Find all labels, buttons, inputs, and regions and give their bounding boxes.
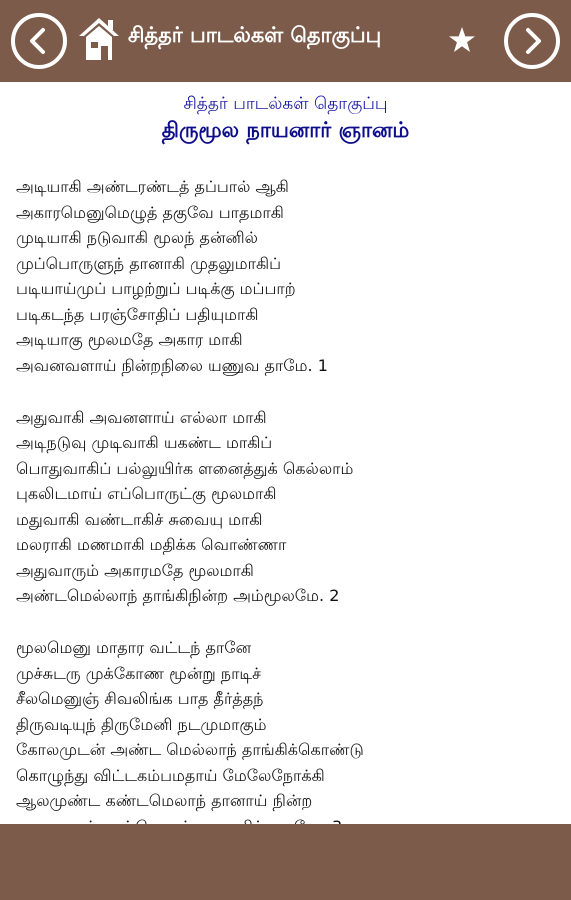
verse-line: சீலமெனுஞ் சிவலிங்க பாத தீர்த்தந் (16, 689, 264, 708)
verse-list (16, 174, 556, 866)
verse-line: அண்டமெல்லாந் தாங்கிநின்ற அம்மூலமே. 2 (16, 586, 340, 605)
chevron-right-icon (517, 26, 547, 56)
verse-line: அடியாகி அண்டரண்டத் தப்பால் ஆகி (16, 177, 289, 196)
verse-line: கொழுந்து விட்டகம்பமதாய் மேலேநோக்கி (16, 765, 325, 785)
verse-line: அதுவாரும் அகாரமதே மூலமாகி (16, 560, 254, 580)
verse-line: கோலமுடன் அண்ட மெல்லாந் தாங்கிக்கொண்டு (16, 740, 364, 759)
verse-line: அகாரமெனுமெழுத் தகுவே பாதமாகி (16, 202, 284, 222)
back-button[interactable] (11, 13, 67, 69)
verse-3 (16, 635, 556, 839)
poem-heading: திருமூல நாயனார் ஞானம் (161, 118, 410, 142)
verse-line: படிகடந்த பரஞ்சோதிப் பதியுமாகி (16, 304, 259, 324)
verse-line: அடியாகு மூலமதே அகார மாகி (16, 330, 243, 349)
verse-line: புகலிடமாய் எப்பொருட்கு மூலமாகி (16, 484, 277, 503)
content-area[interactable] (0, 82, 571, 824)
verse-line: ஆலமுண்ட கண்டமெலாந் தானாய் நின்ற (16, 791, 313, 810)
bottom-bar (0, 824, 571, 900)
forward-button[interactable] (504, 13, 560, 69)
verse-line: அதுவாகி அவனளாய் எல்லா மாகி (16, 407, 267, 427)
verse-line: பொதுவாகிப் பல்லுயிர்க ளனைத்துக் கெல்லாம் (16, 458, 354, 478)
star-icon[interactable] (448, 26, 476, 54)
verse-line: முப்பொருளுந் தானாகி முதலுமாகிப் (16, 253, 281, 273)
verse-line: மலராகி மணமாகி மதிக்க வொண்ணா (16, 535, 287, 554)
verse-line: மதுவாகி வண்டாகிச் சுவையு மாகி (16, 509, 263, 529)
page-title: சித்தர் பாடல்கள் தொகுப்பு (128, 23, 382, 47)
verse-line: அவனவளாய் நின்றநிலை யணுவ தாமே. 1 (16, 355, 328, 375)
app-toolbar (0, 0, 571, 82)
verse-line: அடிநடுவு முடிவாகி யகண்ட மாகிப் (16, 433, 273, 452)
verse-line: திருவடியுந் திருமேனி நடமுமாகும் (16, 714, 267, 734)
verse-line: படியாய்முப் பாழற்றுப் படிக்கு மப்பாற் (16, 279, 296, 298)
chevron-left-icon (24, 26, 54, 56)
verse-line: முடியாகி நடுவாகி மூலந் தன்னில் (16, 228, 258, 247)
verse-line: முச்சுடரு முக்கோண மூன்று நாடிச் (16, 663, 262, 683)
verse-line: மூலமெனு மாதார வட்டந் தானே (16, 638, 252, 657)
verse-1 (16, 174, 556, 378)
home-icon[interactable] (78, 16, 120, 62)
verse-2 (16, 405, 556, 609)
collection-subtitle: சித்தர் பாடல்கள் தொகுப்பு (183, 94, 388, 114)
